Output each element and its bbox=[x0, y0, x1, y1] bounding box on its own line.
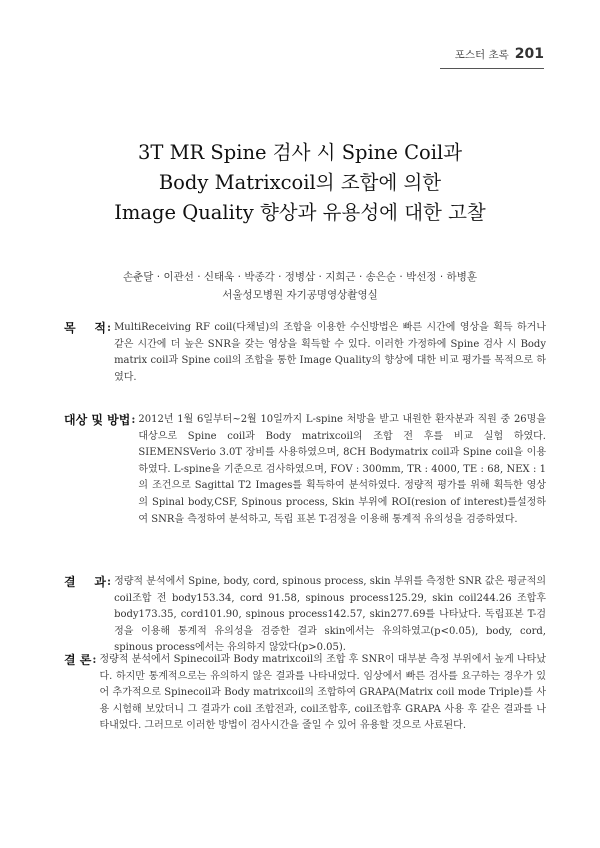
author-block bbox=[0, 268, 600, 304]
label-colon: : bbox=[92, 653, 97, 666]
section-text-conclusion: 정량적 분석에서 Spinecoil과 Body matrixcoil의 조합 후 SNR이 대부분 측정 부위에서 높게 나타났다. 하지만 통계적으로는 유의하지 않은 결과를 나타내었다. 임상에서 빠른 검사를 요구하는 경우가 있어 추가적으로 Spinecoil과 Body matrixcoil의 조합하여 GRAPA(Matrix coil mode Triple)를 사용 시험해 보았더니 그 결과가 coil 조합전과, coil조합후, coil조합후 GRAPA 사용 후 같은 결과를 나타내었다. 그러므로 이러한 방법이 검사시간을 줄일 수 있어 유용할 것으로 사료된다. bbox=[99, 654, 546, 732]
title-line-1: 3T MR Spine 검사 시 Spine Coil과 bbox=[137, 141, 463, 164]
label-colon: : bbox=[107, 575, 112, 588]
section-purpose bbox=[64, 320, 546, 386]
section-text-purpose: MultiReceiving RF coil(다채널)의 조합을 이용한 수신방법은 빠른 시간에 영상을 획득 하거나 같은 시간에 더 높은 SNR을 갖는 영상을 획득할 수 있다. 이러한 가정하에 Spine 검사 시 Body matrix coil과 Spine coil의 조합을 통한 Image Quality의 향상에 대한 비교 평가를 목적으로 하였다. bbox=[114, 322, 546, 383]
section-method bbox=[64, 412, 546, 528]
label-colon: : bbox=[131, 413, 136, 426]
section-label-purpose bbox=[64, 320, 106, 386]
section-text-result: 정량적 분석에서 Spine, body, cord, spinous process, skin 부위를 측정한 SNR 값은 평균적의 coil조합 전 body153.34, cord 91.58, spinous process125.29, skin coil244.26 조합후 body173.35, cord101.90, spinous process142.57, skin277.69를 나타났다. 독립표본 T-검정을 이용해 통계적 유의성을 검증한 결과 skin에서는 유의하였고(p<0.05), body, cord, spinous process에서는 유의하지 않았다(p>0.05). bbox=[114, 576, 546, 654]
page-number: 201 bbox=[514, 46, 544, 62]
section-conclusion bbox=[64, 652, 546, 735]
label-char: 과 bbox=[94, 575, 106, 589]
running-header bbox=[455, 46, 544, 62]
header-label: 포스터 초록 bbox=[454, 49, 509, 61]
section-result bbox=[64, 574, 546, 657]
author-names: 손춘달 · 이관선 · 신태욱 · 박종각 · 정병삼 · 지희근 · 송은순 · 박선정 · 하병훈 bbox=[123, 271, 477, 283]
section-label-conclusion: 결 론 bbox=[64, 653, 92, 667]
label-char: 적 bbox=[94, 321, 106, 335]
label-colon: : bbox=[107, 321, 112, 334]
title-line-2: Body Matrixcoil의 조합에 의한 bbox=[158, 171, 442, 194]
section-text-method: 2012년 1월 6일부터~2월 10일까지 L-spine 처방을 받고 내원한 환자분과 직원 중 26명을 대상으로 Spine coil과 Body matrixcoil의 조합 전 후를 비교 실험 하였다. SIEMENSVerio 3.0T 장비를 사용하였으며, 8CH Bodymatrix coil과 Spine coil을 이용하였다. L-spine을 기준으로 검사하였으며, FOV : 300mm, TR : 4000, TE : 68, NEX : 1의 조건으로 Sagittal T2 Images를 획득하여 분석하였다. 정량적 평가를 위해 획득한 영상의 Spinal body,CSF, Spinous process, Skin 부위에 ROI(resion of interest)를설정하여 SNR을 측정하여 분석하고, 독립 표본 T-검정을 이용해 통계적 유의성을 검증하였다. bbox=[138, 414, 546, 525]
author-affiliation: 서울성모병원 자기공명영상촬영실 bbox=[222, 289, 378, 301]
title-line-3: Image Quality 향상과 유용성에 대한 고찰 bbox=[114, 201, 486, 224]
paper-title bbox=[0, 138, 600, 228]
label-char: 결 bbox=[64, 575, 76, 589]
section-label-result bbox=[64, 574, 106, 657]
header-rule bbox=[440, 68, 544, 69]
label-char: 목 bbox=[64, 321, 76, 335]
section-label-method: 대상 및 방법 bbox=[64, 413, 131, 427]
